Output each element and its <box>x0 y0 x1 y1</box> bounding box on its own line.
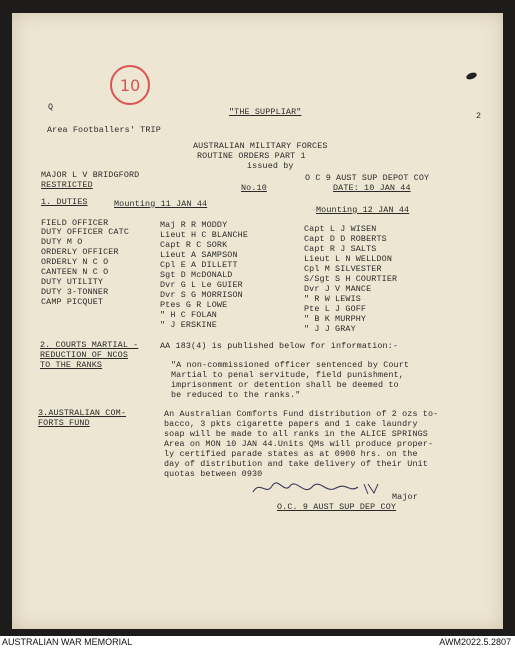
signatory-unit: O.C. 9 AUST SUP DEP COY <box>277 502 397 512</box>
name-entry: Capt L J WISEN <box>304 224 377 234</box>
order-date: DATE: 10 JAN 44 <box>333 183 411 193</box>
issuer-name: MAJOR L V BRIDGFORD <box>41 170 140 180</box>
name-entry: Ptes G R LOWE <box>160 300 228 310</box>
mounting-12-jan: Mounting 12 JAN 44 <box>316 205 410 215</box>
name-entry: Dvr J V MANCE <box>304 284 372 294</box>
header-title: "THE SUPPLIAR" <box>229 107 302 117</box>
name-entry: " H C FOLAN <box>160 310 217 320</box>
name-entry: Maj R R MODDY <box>160 220 228 230</box>
trip-line: Area Footballers' TRIP <box>47 125 161 135</box>
text-line: Area on MON 10 JAN 44.Units QMs will produce proper- <box>164 439 434 449</box>
order-number: No.10 <box>241 183 267 193</box>
org-line-3: issued by <box>247 161 294 171</box>
org-line-1: AUSTRALIAN MILITARY FORCES <box>193 141 328 151</box>
issuer-title: O C 9 AUST SUP DEPOT COY <box>305 173 430 183</box>
section-2-heading-line3: TO THE RANKS <box>40 360 103 370</box>
text-line: day of distribution and take delivery of their Unit <box>164 459 428 469</box>
name-entry: " R W LEWIS <box>304 294 361 304</box>
name-entry: " B K MURPHY <box>304 314 367 324</box>
section-3-heading-line2: FORTS FUND <box>38 418 90 428</box>
name-entry: " J ERSKINE <box>160 320 217 330</box>
text-line: bacco, 3 pkts cigarette papers and 1 cake laundry <box>164 419 418 429</box>
section-2-heading: 2. COURTS MARTIAL - <box>40 340 139 350</box>
name-entry: Cpl E A DILLETT <box>160 260 238 270</box>
document-page <box>12 13 503 629</box>
duty-item: ORDERLY OFFICER <box>41 247 119 257</box>
circled-number-stamp: 10 <box>110 65 150 105</box>
name-entry: Capt R J SALTS <box>304 244 377 254</box>
org-line-2: ROUTINE ORDERS PART 1 <box>197 151 306 161</box>
name-entry: Capt R C SORK <box>160 240 228 250</box>
name-entry: Capt D D ROBERTS <box>304 234 387 244</box>
section-2-heading-line2: REDUCTION OF NCOS <box>40 350 128 360</box>
section-1-heading: 1. DUTIES <box>41 197 88 207</box>
name-entry: Dvr G L Le GUIER <box>160 280 243 290</box>
name-entry: S/Sgt S H COURTIER <box>304 274 398 284</box>
name-entry: Pte L J GOFF <box>304 304 367 314</box>
duty-item: ORDERLY N C O <box>41 257 109 267</box>
duty-item: DUTY M O <box>41 237 83 247</box>
handwritten-signature <box>250 478 390 500</box>
mounting-11-jan: Mounting 11 JAN 44 <box>114 199 208 209</box>
duty-item: DUTY 3-TONNER <box>41 287 109 297</box>
name-entry: Cpl M SILVESTER <box>304 264 382 274</box>
section-2-text: AA 183(4) is published below for information:- <box>160 341 399 351</box>
classification: RESTRICTED <box>41 180 93 190</box>
q-mark: Q <box>48 102 54 112</box>
name-entry: Lieut A SAMPSON <box>160 250 238 260</box>
text-line: quotas between 0930 <box>164 469 263 479</box>
text-line: An Australian Comforts Fund distribution of 2 ozs to- <box>164 409 439 419</box>
name-entry: " J J GRAY <box>304 324 356 334</box>
duty-item: DUTY UTILITY <box>41 277 104 287</box>
name-entry: Sgt D McDONALD <box>160 270 233 280</box>
quote-line: "A non-commissioned officer sentenced by Court <box>171 360 410 370</box>
name-entry: Lieut L N WELLDON <box>304 254 392 264</box>
duty-item: DUTY OFFICER CATC <box>41 227 129 237</box>
duty-item: CAMP PICQUET <box>41 297 104 307</box>
quote-line: Martial to penal servitude, field punishment, <box>171 370 404 380</box>
ink-spot <box>465 71 477 80</box>
archive-credit: AUSTRALIAN WAR MEMORIAL <box>2 637 133 647</box>
text-line: ly certified parade states as at 0900 hrs. on the <box>164 449 418 459</box>
signatory-rank: Major <box>392 492 418 502</box>
section-3-heading: 3.AUSTRALIAN COM- <box>38 408 126 418</box>
quote-line: be reduced to the ranks." <box>171 390 301 400</box>
duty-item: CANTEEN N C O <box>41 267 109 277</box>
quote-line: imprisonment or detention shall be deemed to <box>171 380 399 390</box>
name-entry: Dvr S G MORRISON <box>160 290 243 300</box>
text-line: soap will be made to all ranks in the ALICE SPRINGS <box>164 429 428 439</box>
duty-item: FIELD OFFICER <box>41 218 109 228</box>
archive-reference: AWM2022.5.2807 <box>439 637 511 647</box>
name-entry: Lieut H C BLANCHE <box>160 230 248 240</box>
page-number: 2 <box>476 111 482 121</box>
